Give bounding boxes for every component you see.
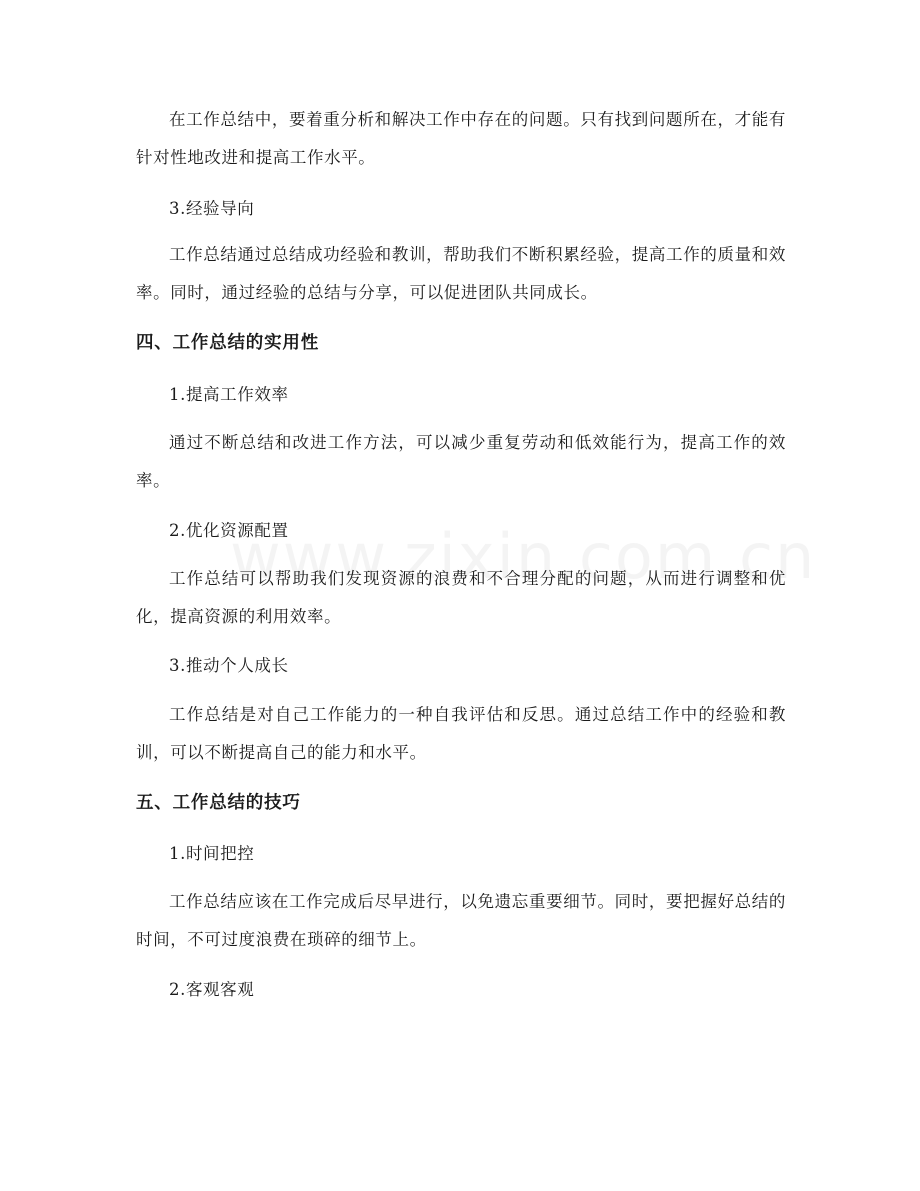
section-heading-techniques: 五、工作总结的技巧 (136, 793, 301, 813)
paragraph-time-control: 工作总结应该在工作完成后尽早进行，以免遗忘重要细节。同时，要把握好总结的时间，不可过度浪费在琐碎的细节上。 (136, 892, 786, 949)
paragraph-experience-oriented: 工作总结通过总结成功经验和教训，帮助我们不断积累经验，提高工作的质量和效率。同时，通过经验的总结与分享，可以促进团队共同成长。 (136, 245, 786, 302)
section-heading-practicality: 四、工作总结的实用性 (136, 333, 319, 353)
paragraph-optimize-resources: 工作总结可以帮助我们发现资源的浪费和不合理分配的问题，从而进行调整和优化，提高资源的利用效率。 (136, 569, 786, 626)
subheading-improve-efficiency: 1.提高工作效率 (169, 385, 289, 404)
subheading-personal-growth: 3.推动个人成长 (169, 656, 289, 675)
subheading-time-control: 1.时间把控 (169, 844, 255, 863)
subheading-experience-oriented: 3.经验导向 (169, 199, 255, 218)
subheading-optimize-resources: 2.优化资源配置 (169, 521, 289, 540)
paragraph-problem-analysis: 在工作总结中，要着重分析和解决工作中存在的问题。只有找到问题所在，才能有针对性地改进和提高工作水平。 (136, 110, 786, 167)
subheading-objectivity: 2.客观客观 (169, 980, 255, 999)
paragraph-improve-efficiency: 通过不断总结和改进工作方法，可以减少重复劳动和低效能行为，提高工作的效率。 (136, 433, 786, 490)
paragraph-personal-growth: 工作总结是对自己工作能力的一种自我评估和反思。通过总结工作中的经验和教训，可以不断提高自己的能力和水平。 (136, 705, 786, 762)
